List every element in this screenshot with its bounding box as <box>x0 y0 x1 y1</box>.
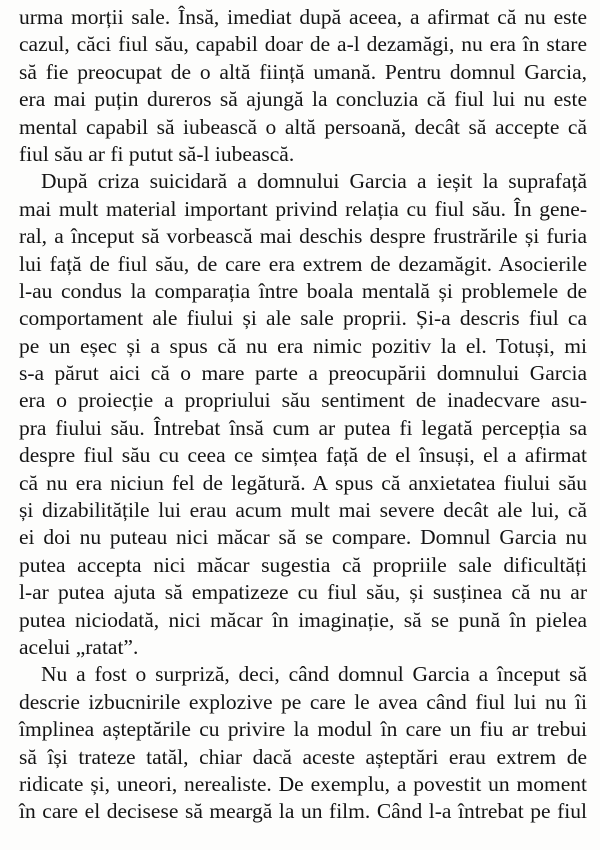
paragraph <box>19 4 587 168</box>
body-text <box>19 4 587 826</box>
text-line: putea niciodată, nici măcar în imaginație, să se pună în pielea <box>19 607 587 632</box>
text-line: că nu era niciun fel de legătură. A spus că anxietatea fiului său <box>19 470 587 495</box>
text-line: comportament ale fiului și ale sale proprii. Și-a descris fiul ca <box>19 306 587 331</box>
paragraph <box>19 661 587 825</box>
text-line: ei doi nu puteau nici măcar să se compare. Domnul Garcia nu <box>19 525 587 550</box>
text-line: cazul, căci fiul său, capabil doar de a-l dezamăgi, nu era în stare <box>19 32 587 57</box>
text-line: s-a părut aici că o mare parte a preocupării domnului Garcia <box>19 361 587 386</box>
text-line: După criza suicidară a domnului Garcia a ieșit la suprafață <box>41 169 587 194</box>
text-line: pe un eșec și a spus că nu era nimic pozitiv la el. Totuși, mi <box>19 333 587 358</box>
text-line: Nu a fost o surpriză, deci, când domnul Garcia a început să <box>41 662 587 687</box>
text-line: să fie preocupat de o altă ființă umană. Pentru domnul Garcia, <box>19 59 587 84</box>
text-line: mai mult material important privind relația cu fiul său. În gene- <box>19 196 587 221</box>
text-line: urma morții sale. Însă, imediat după aceea, a afirmat că nu este <box>19 5 587 29</box>
text-line: ral, a început să vorbească mai deschis despre frustrările și furia <box>19 224 587 249</box>
text-line: putea accepta nici măcar sugestia că propriile sale dificultăți <box>19 552 587 577</box>
text-line: despre fiul său cu ceea ce simțea față de el însuși, el a afirmat <box>19 443 587 468</box>
text-line: în care el decisese să meargă la un film. Când l-a întrebat pe fiul <box>19 799 587 824</box>
text-line: era mai puțin dureros să ajungă la concluzia că fiul lui nu este <box>19 87 587 112</box>
text-line: ridicate și, uneori, nerealiste. De exemplu, a povestit un moment <box>19 771 587 796</box>
text-line: împlinea așteptările cu privire la modul în care un fiu ar trebui <box>19 717 587 742</box>
text-line: lui față de fiul său, de care era extrem de dezamăgit. Asocierile <box>19 251 587 276</box>
text-line: pra fiului său. Întrebat însă cum ar putea fi legată percepția sa <box>19 415 587 440</box>
text-line: l-ar putea ajuta să empatizeze cu fiul său, și susținea că nu ar <box>19 580 587 605</box>
text-line: mental capabil să iubească o altă persoană, decât să accepte că <box>19 114 587 139</box>
text-line: l-au condus la comparația între boala mentală și problemele de <box>19 278 587 303</box>
text-line: descrie izbucnirile explozive pe care le avea când fiul lui nu îi <box>19 689 587 714</box>
text-line: și dizabilitățile lui erau acum mult mai severe decât ale lui, că <box>19 498 587 523</box>
text-line: era o proiecție a propriului său sentiment de inadecvare asu- <box>19 388 587 413</box>
text-line: să își trateze tatăl, chiar dacă aceste așteptări erau extrem de <box>19 744 587 769</box>
text-line: acelui „ratat”. <box>19 634 139 659</box>
text-line: fiul său ar fi putut să-l iubească. <box>19 141 295 166</box>
paragraph <box>19 168 587 661</box>
